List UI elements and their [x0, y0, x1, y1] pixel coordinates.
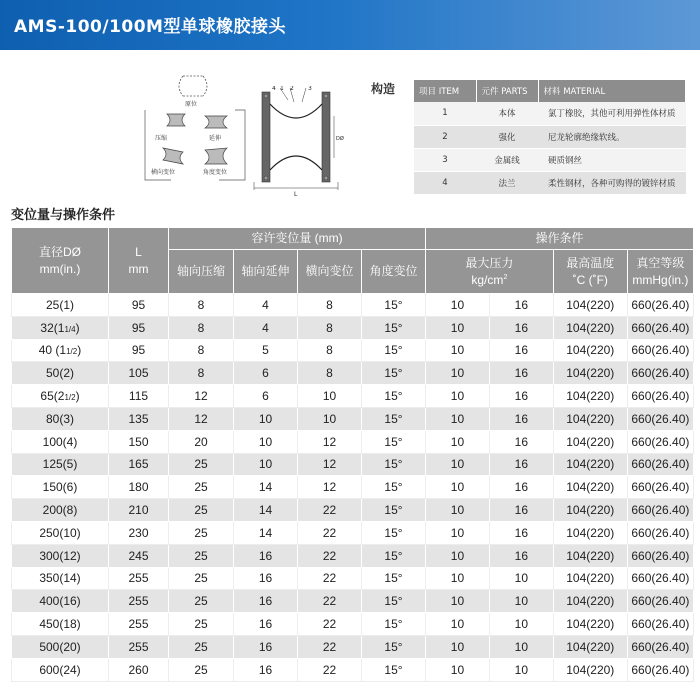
parts-row [414, 148, 686, 171]
cell-lateral: 22 [298, 613, 362, 636]
cell-pressure-1: 10 [426, 658, 490, 681]
cell-axial-compression: 8 [169, 294, 234, 317]
table-row [12, 521, 694, 544]
cell-axial-compression: 8 [169, 316, 234, 339]
cell-pressure-1: 10 [426, 544, 490, 567]
cell-max-temp: 104(220) [553, 407, 627, 430]
cell-max-temp: 104(220) [553, 658, 627, 681]
header-max-temp-label: 最高温度 [566, 256, 615, 271]
cell-lateral: 12 [298, 430, 362, 453]
cell-diameter-tail: ) [77, 343, 82, 358]
label-origin: 原位 [185, 101, 198, 108]
cell-axial-compression: 25 [169, 476, 234, 499]
parts-item: 4 [414, 171, 476, 194]
table-row [12, 453, 694, 476]
header-length [109, 228, 169, 294]
table-row [12, 544, 694, 567]
num-1: 1 [280, 86, 284, 92]
page-title: AMS-100/100M型单球橡胶接头 [14, 17, 286, 37]
cell-lateral: 22 [298, 499, 362, 522]
parts-row [414, 125, 686, 148]
table-row [12, 407, 694, 430]
table-row [12, 613, 694, 636]
cell-pressure-1: 10 [426, 339, 490, 362]
table-row [12, 499, 694, 522]
header-vacuum-label: 真空等级 [636, 256, 685, 271]
cell-axial-compression: 25 [169, 521, 234, 544]
cell-axial-extension: 14 [234, 476, 298, 499]
cell-vacuum: 660(26.40) [627, 567, 693, 590]
cell-length: 95 [109, 339, 169, 362]
cell-diameter: 150(6) [12, 476, 109, 499]
cell-axial-extension: 16 [234, 613, 298, 636]
cell-axial-compression: 25 [169, 544, 234, 567]
table-row [12, 476, 694, 499]
parts-part: 本体 [476, 102, 538, 125]
cell-length: 255 [109, 613, 169, 636]
cell-vacuum: 660(26.40) [627, 499, 693, 522]
cell-vacuum: 660(26.40) [627, 407, 693, 430]
cell-pressure-2: 16 [489, 453, 553, 476]
label-extend: 延伸 [209, 135, 222, 142]
cell-axial-extension: 10 [234, 453, 298, 476]
cell-max-temp: 104(220) [553, 476, 627, 499]
cell-pressure-2: 10 [489, 567, 553, 590]
cell-diameter: 100(4) [12, 430, 109, 453]
table-row [12, 590, 694, 613]
cell-pressure-1: 10 [426, 316, 490, 339]
cell-pressure-2: 10 [489, 658, 553, 681]
cell-length: 135 [109, 407, 169, 430]
cell-length: 230 [109, 521, 169, 544]
cell-angular: 15° [362, 362, 426, 385]
cell-pressure-2: 16 [489, 430, 553, 453]
cell-axial-compression: 25 [169, 613, 234, 636]
cell-length: 245 [109, 544, 169, 567]
cell-axial-compression: 8 [169, 362, 234, 385]
cell-length: 115 [109, 385, 169, 408]
cell-lateral: 22 [298, 567, 362, 590]
cell-max-temp: 104(220) [553, 521, 627, 544]
cell-pressure-2: 16 [489, 339, 553, 362]
dim-l: L [294, 191, 298, 198]
cell-diameter: 300(12) [12, 544, 109, 567]
header-displacement-group: 容许变位量 (mm) [169, 228, 426, 250]
num-2: 2 [290, 86, 294, 92]
cell-angular: 15° [362, 430, 426, 453]
cell-diameter: 600(24) [12, 658, 109, 681]
parts-table [414, 80, 686, 195]
cell-angular: 15° [362, 476, 426, 499]
header-max-pressure-unit-sup: 2 [503, 273, 508, 281]
cell-length: 105 [109, 362, 169, 385]
header-max-pressure-unit: kg/cm [471, 272, 504, 287]
cell-diameter-fraction: 1/2 [64, 393, 76, 403]
cell-axial-extension: 16 [234, 590, 298, 613]
header-angular: 角度变位 [362, 250, 426, 294]
cell-angular: 15° [362, 544, 426, 567]
cell-angular: 15° [362, 407, 426, 430]
cell-lateral: 12 [298, 476, 362, 499]
cell-angular: 15° [362, 499, 426, 522]
cell-axial-extension: 14 [234, 521, 298, 544]
cell-pressure-2: 16 [489, 544, 553, 567]
cell-diameter-main: 65(2 [40, 389, 65, 404]
cell-vacuum: 660(26.40) [627, 590, 693, 613]
cell-max-temp: 104(220) [553, 544, 627, 567]
cell-pressure-1: 10 [426, 385, 490, 408]
cell-pressure-2: 16 [489, 499, 553, 522]
cell-length: 150 [109, 430, 169, 453]
cell-lateral: 22 [298, 544, 362, 567]
header-axial-compression: 轴向压缩 [169, 250, 234, 294]
num-4: 4 [272, 86, 276, 92]
cell-diameter: 250(10) [12, 521, 109, 544]
cell-angular: 15° [362, 658, 426, 681]
cell-pressure-2: 16 [489, 294, 553, 317]
cell-angular: 15° [362, 567, 426, 590]
cell-axial-compression: 25 [169, 590, 234, 613]
cell-axial-extension: 10 [234, 407, 298, 430]
cell-length: 95 [109, 316, 169, 339]
parts-header-item: 项目 ITEM [414, 80, 476, 102]
cell-length: 255 [109, 567, 169, 590]
cell-pressure-1: 10 [426, 635, 490, 658]
cell-diameter [12, 316, 109, 339]
header-vacuum [627, 250, 693, 294]
cell-pressure-1: 10 [426, 590, 490, 613]
cell-axial-extension: 4 [234, 294, 298, 317]
parts-row [414, 102, 686, 125]
cell-angular: 15° [362, 294, 426, 317]
cell-length: 180 [109, 476, 169, 499]
parts-header-parts: 元件 PARTS [476, 80, 538, 102]
cell-axial-compression: 25 [169, 567, 234, 590]
cell-max-temp: 104(220) [553, 590, 627, 613]
cell-angular: 15° [362, 339, 426, 362]
cell-vacuum: 660(26.40) [627, 339, 693, 362]
displacement-diagrams [135, 72, 253, 194]
cell-max-temp: 104(220) [553, 453, 627, 476]
cell-vacuum: 660(26.40) [627, 521, 693, 544]
cell-length: 255 [109, 635, 169, 658]
cell-pressure-1: 10 [426, 613, 490, 636]
table-row [12, 385, 694, 408]
label-compress: 压缩 [155, 135, 168, 142]
cell-pressure-1: 10 [426, 362, 490, 385]
dim-d: DØ [336, 136, 344, 142]
table-row [12, 339, 694, 362]
cell-diameter: 25(1) [12, 294, 109, 317]
cell-vacuum: 660(26.40) [627, 316, 693, 339]
spec-table [11, 227, 694, 682]
header-max-temp-unit: ˚C (˚F) [572, 272, 608, 287]
cell-lateral: 8 [298, 362, 362, 385]
parts-item: 1 [414, 102, 476, 125]
cell-diameter: 450(18) [12, 613, 109, 636]
cell-pressure-1: 10 [426, 294, 490, 317]
cell-lateral: 10 [298, 407, 362, 430]
cell-length: 260 [109, 658, 169, 681]
header-diameter-label: 直径DØ [38, 245, 81, 260]
cell-angular: 15° [362, 613, 426, 636]
cell-diameter: 200(8) [12, 499, 109, 522]
cell-pressure-2: 10 [489, 635, 553, 658]
cell-pressure-2: 16 [489, 476, 553, 499]
cell-pressure-1: 10 [426, 567, 490, 590]
cell-lateral: 22 [298, 590, 362, 613]
cell-axial-extension: 10 [234, 430, 298, 453]
cell-pressure-2: 16 [489, 521, 553, 544]
header-length-unit: mm [128, 261, 149, 276]
section-title: 变位量与操作条件 [11, 208, 116, 223]
cell-lateral: 12 [298, 453, 362, 476]
cell-diameter-fraction: 1/4 [64, 324, 76, 334]
cell-axial-extension: 6 [234, 362, 298, 385]
cell-pressure-1: 10 [426, 430, 490, 453]
header-lateral: 横向变位 [298, 250, 362, 294]
header-length-label: L [135, 245, 142, 260]
cell-vacuum: 660(26.40) [627, 294, 693, 317]
cell-length: 95 [109, 294, 169, 317]
cell-axial-compression: 20 [169, 430, 234, 453]
cell-length: 255 [109, 590, 169, 613]
parts-row [414, 171, 686, 194]
cell-diameter-tail: ) [75, 320, 80, 335]
cell-vacuum: 660(26.40) [627, 613, 693, 636]
structure-label: 构造 [371, 82, 396, 96]
cell-pressure-2: 10 [489, 590, 553, 613]
label-angular: 角度变位 [203, 169, 228, 176]
cell-axial-compression: 25 [169, 658, 234, 681]
header-diameter-unit: mm(in.) [39, 261, 81, 276]
parts-header-material: 材料 MATERIAL [538, 80, 686, 102]
cell-axial-extension: 16 [234, 544, 298, 567]
cell-lateral: 10 [298, 385, 362, 408]
cell-angular: 15° [362, 385, 426, 408]
cell-angular: 15° [362, 453, 426, 476]
cell-diameter-main: 40 (1 [38, 343, 67, 358]
cell-pressure-1: 10 [426, 521, 490, 544]
header-max-pressure-label: 最大压力 [465, 256, 514, 271]
cell-max-temp: 104(220) [553, 635, 627, 658]
table-row [12, 316, 694, 339]
parts-material: 硬质钢丝 [538, 148, 686, 171]
cell-diameter [12, 339, 109, 362]
cell-axial-compression: 12 [169, 385, 234, 408]
header-axial-extension: 轴向延伸 [234, 250, 298, 294]
header-bar [0, 0, 700, 50]
cell-pressure-1: 10 [426, 476, 490, 499]
cell-axial-extension: 5 [234, 339, 298, 362]
cell-axial-compression: 8 [169, 339, 234, 362]
table-row [12, 658, 694, 681]
parts-material: 氯丁橡胶，其他可利用弹性体材质 [538, 102, 686, 125]
parts-part: 法兰 [476, 171, 538, 194]
table-row [12, 362, 694, 385]
cell-diameter: 50(2) [12, 362, 109, 385]
cell-max-temp: 104(220) [553, 567, 627, 590]
parts-part: 强化 [476, 125, 538, 148]
cell-diameter: 500(20) [12, 635, 109, 658]
parts-material: 尼龙轮廓绝缘软线。 [538, 125, 686, 148]
cell-lateral: 8 [298, 294, 362, 317]
cell-pressure-2: 10 [489, 613, 553, 636]
cell-lateral: 8 [298, 339, 362, 362]
header-max-pressure [426, 250, 554, 294]
label-lateral: 横向变位 [151, 169, 176, 176]
cell-lateral: 8 [298, 316, 362, 339]
cell-axial-extension: 16 [234, 635, 298, 658]
cell-diameter-tail: ) [75, 389, 80, 404]
cell-lateral: 22 [298, 635, 362, 658]
cell-pressure-2: 16 [489, 407, 553, 430]
cell-vacuum: 660(26.40) [627, 362, 693, 385]
cell-angular: 15° [362, 316, 426, 339]
header-operating-group: 操作条件 [426, 228, 694, 250]
cell-pressure-1: 10 [426, 407, 490, 430]
cell-diameter: 350(14) [12, 567, 109, 590]
cell-vacuum: 660(26.40) [627, 476, 693, 499]
cell-pressure-2: 16 [489, 385, 553, 408]
cell-diameter: 125(5) [12, 453, 109, 476]
cell-length: 210 [109, 499, 169, 522]
cell-axial-extension: 16 [234, 658, 298, 681]
cell-axial-compression: 12 [169, 407, 234, 430]
header-diameter [12, 228, 109, 294]
cell-vacuum: 660(26.40) [627, 453, 693, 476]
cell-pressure-2: 16 [489, 316, 553, 339]
parts-part: 金属线 [476, 148, 538, 171]
cell-diameter: 80(3) [12, 407, 109, 430]
cell-max-temp: 104(220) [553, 362, 627, 385]
cell-vacuum: 660(26.40) [627, 430, 693, 453]
cell-diameter-main: 32(1 [40, 320, 65, 335]
table-row [12, 294, 694, 317]
cell-axial-compression: 25 [169, 635, 234, 658]
cell-angular: 15° [362, 521, 426, 544]
cell-vacuum: 660(26.40) [627, 635, 693, 658]
cell-lateral: 22 [298, 521, 362, 544]
cell-vacuum: 660(26.40) [627, 544, 693, 567]
table-row [12, 430, 694, 453]
cell-axial-extension: 16 [234, 567, 298, 590]
cell-axial-extension: 6 [234, 385, 298, 408]
num-3: 3 [308, 86, 312, 92]
parts-item: 3 [414, 148, 476, 171]
cell-max-temp: 104(220) [553, 385, 627, 408]
cell-diameter [12, 385, 109, 408]
joint-section-diagram [250, 86, 346, 198]
cell-lateral: 22 [298, 658, 362, 681]
cell-pressure-2: 16 [489, 362, 553, 385]
cell-diameter: 400(16) [12, 590, 109, 613]
cell-max-temp: 104(220) [553, 294, 627, 317]
cell-angular: 15° [362, 635, 426, 658]
table-row [12, 635, 694, 658]
parts-material: 柔性钢材，各种可购得的镀锌材质 [538, 171, 686, 194]
cell-vacuum: 660(26.40) [627, 658, 693, 681]
spec-table-body [12, 294, 694, 682]
cell-max-temp: 104(220) [553, 316, 627, 339]
cell-diameter-fraction: 1/2 [66, 347, 78, 357]
cell-max-temp: 104(220) [553, 339, 627, 362]
cell-pressure-1: 10 [426, 453, 490, 476]
cell-max-temp: 104(220) [553, 430, 627, 453]
cell-pressure-1: 10 [426, 499, 490, 522]
table-row [12, 567, 694, 590]
header-max-temp [553, 250, 627, 294]
cell-length: 165 [109, 453, 169, 476]
cell-axial-extension: 14 [234, 499, 298, 522]
header-vacuum-unit: mmHg(in.) [632, 272, 689, 287]
cell-axial-compression: 25 [169, 499, 234, 522]
cell-max-temp: 104(220) [553, 499, 627, 522]
cell-max-temp: 104(220) [553, 613, 627, 636]
cell-vacuum: 660(26.40) [627, 385, 693, 408]
cell-angular: 15° [362, 590, 426, 613]
parts-item: 2 [414, 125, 476, 148]
cell-axial-extension: 4 [234, 316, 298, 339]
cell-axial-compression: 25 [169, 453, 234, 476]
